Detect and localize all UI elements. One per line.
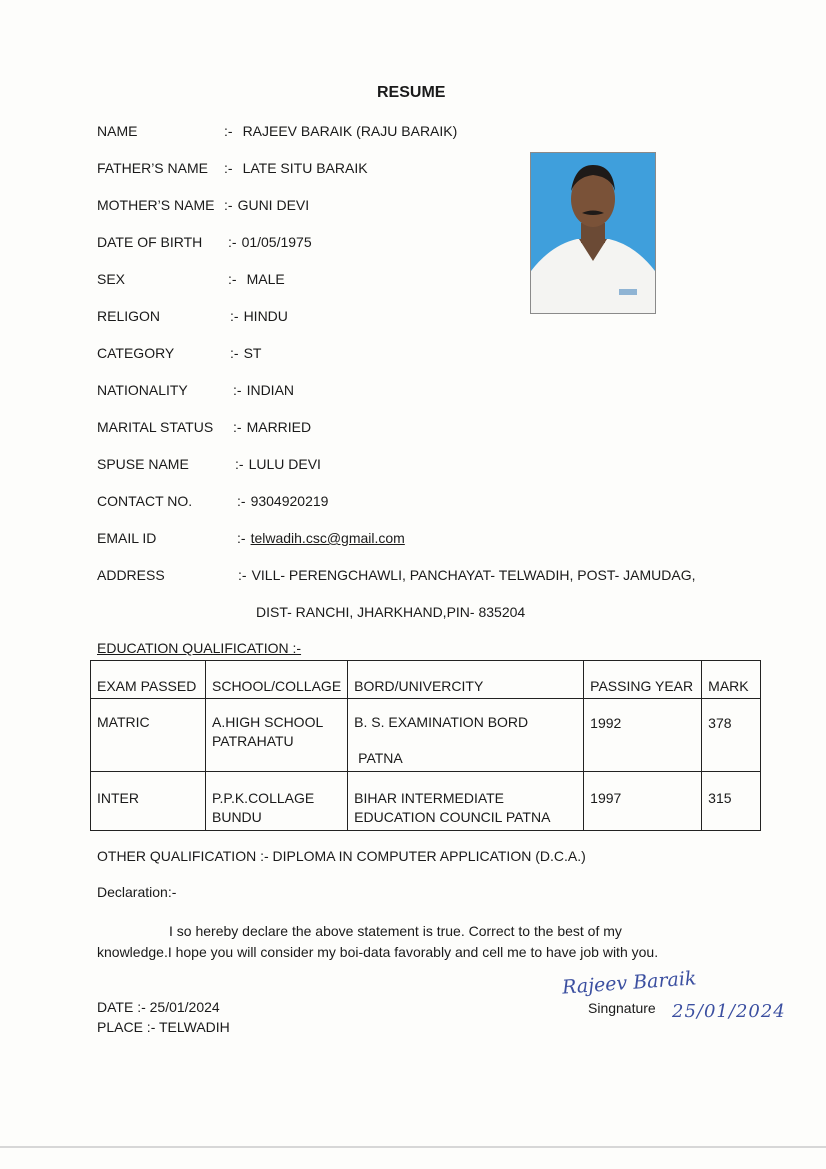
field-value-category <box>230 344 261 362</box>
declaration-heading: Declaration:- <box>97 884 177 900</box>
field-label-spouse-name: SPUSE NAME <box>97 456 189 472</box>
field-separator: :- <box>230 345 239 361</box>
date-line: DATE :- 25/01/2024 <box>97 999 220 1015</box>
place-line: PLACE :- TELWADIH <box>97 1019 230 1035</box>
cell-exam: MATRIC <box>91 699 206 772</box>
field-value-name <box>224 122 457 140</box>
field-value-text: 01/05/1975 <box>241 234 312 250</box>
field-label-contact-number: CONTACT NO. <box>97 493 193 509</box>
declaration-line-2: knowledge.I hope you will consider my boi-data favorably and cell me to have job with you. <box>97 944 659 960</box>
handwritten-date: 25/01/2024 <box>672 1001 786 1022</box>
table-row <box>91 699 761 772</box>
field-value-text: HINDU <box>243 308 288 324</box>
field-label-fathers-name: FATHER’S NAME <box>97 160 208 176</box>
field-value-fathers-name <box>224 159 368 177</box>
address-line-2: DIST- RANCHI, JHARKHAND,PIN- 835204 <box>256 604 526 620</box>
field-label-address: ADDRESS <box>97 567 165 583</box>
field-separator: :- <box>230 308 239 324</box>
board-line: PATNA <box>358 750 403 766</box>
other-qualification: OTHER QUALIFICATION :- DIPLOMA IN COMPUTER APPLICATION (D.C.A.) <box>97 848 586 864</box>
field-separator: :- <box>238 567 247 583</box>
field-label-nationality: NATIONALITY <box>97 382 188 398</box>
field-value-text: GUNI DEVI <box>237 197 310 213</box>
field-value-text: RAJEEV BARAIK (RAJU BARAIK) <box>242 123 458 139</box>
scan-edge-divider <box>0 1146 826 1148</box>
field-value-email[interactable] <box>237 529 405 547</box>
cell-exam: INTER <box>91 772 206 831</box>
field-separator: :- <box>228 271 237 287</box>
field-value-date-of-birth <box>228 233 312 251</box>
field-value-nationality <box>233 381 294 399</box>
field-separator: :- <box>233 419 242 435</box>
field-label-email: EMAIL ID <box>97 530 157 546</box>
profile-photo <box>530 152 656 314</box>
column-header: SCHOOL/COLLAGE <box>206 661 348 699</box>
board-line: EDUCATION COUNCIL PATNA <box>354 809 551 825</box>
field-value-contact-number <box>237 492 328 510</box>
field-separator: :- <box>237 493 246 509</box>
board-line: B. S. EXAMINATION BORD <box>354 714 529 730</box>
column-header: BORD/UNIVERCITY <box>348 661 584 699</box>
field-label-category: CATEGORY <box>97 345 175 361</box>
field-separator: :- <box>235 456 244 472</box>
person-photo-icon <box>531 153 655 313</box>
education-heading: EDUCATION QUALIFICATION :- <box>97 640 302 656</box>
field-value-text: MALE <box>246 271 285 287</box>
cell-mark: 378 <box>702 699 761 772</box>
field-label-date-of-birth: DATE OF BIRTH <box>97 234 203 250</box>
field-value-text: 9304920219 <box>250 493 329 509</box>
field-value-mothers-name <box>224 196 309 214</box>
school-line: BUNDU <box>212 809 262 825</box>
field-value-text: INDIAN <box>246 382 295 398</box>
field-label-religion: RELIGON <box>97 308 161 324</box>
cell-year: 1997 <box>584 772 702 831</box>
school-line: A.HIGH SCHOOL <box>212 714 324 730</box>
field-label-name: NAME <box>97 123 138 139</box>
cell-board <box>348 699 584 772</box>
cell-school <box>206 772 348 831</box>
school-line: P.P.K.COLLAGE <box>212 790 315 806</box>
field-separator: :- <box>224 123 233 139</box>
field-value-sex <box>228 270 285 288</box>
field-label-mothers-name: MOTHER’S NAME <box>97 197 215 213</box>
field-separator: :- <box>224 197 233 213</box>
field-value-text: LATE SITU BARAIK <box>242 160 368 176</box>
field-value-religion <box>230 307 288 325</box>
field-value-text: LULU DEVI <box>248 456 321 472</box>
field-value-text: MARRIED <box>246 419 312 435</box>
handwritten-signature: Rajeev Baraik <box>561 967 698 999</box>
cell-year: 1992 <box>584 699 702 772</box>
cell-mark: 315 <box>702 772 761 831</box>
education-table <box>90 660 761 831</box>
field-label-sex: SEX <box>97 271 126 287</box>
cell-board <box>348 772 584 831</box>
column-header: EXAM PASSED <box>91 661 206 699</box>
field-separator: :- <box>237 530 246 546</box>
field-value-address <box>238 566 695 584</box>
field-separator: :- <box>233 382 242 398</box>
table-header-row <box>91 661 761 699</box>
column-header: PASSING YEAR <box>584 661 702 699</box>
board-line: BIHAR INTERMEDIATE <box>354 790 505 806</box>
table-row <box>91 772 761 831</box>
field-value-marital-status <box>233 418 311 436</box>
declaration-line-1: I so hereby declare the above statement is true. Correct to the best of my <box>169 923 622 939</box>
field-value-text: ST <box>243 345 262 361</box>
field-separator: :- <box>224 160 233 176</box>
field-label-marital-status: MARITAL STATUS <box>97 419 214 435</box>
email-link[interactable]: telwadih.csc@gmail.com <box>250 530 405 546</box>
field-value-spouse-name <box>235 455 321 473</box>
resume-title: RESUME <box>377 84 446 101</box>
field-separator: :- <box>228 234 237 250</box>
signature-label: Singnature <box>588 1000 656 1016</box>
field-value-text: VILL- PERENGCHAWLI, PANCHAYAT- TELWADIH, POST- JAMUDAG, <box>251 567 696 583</box>
column-header: MARK <box>702 661 761 699</box>
cell-school <box>206 699 348 772</box>
school-line: PATRAHATU <box>212 733 294 749</box>
